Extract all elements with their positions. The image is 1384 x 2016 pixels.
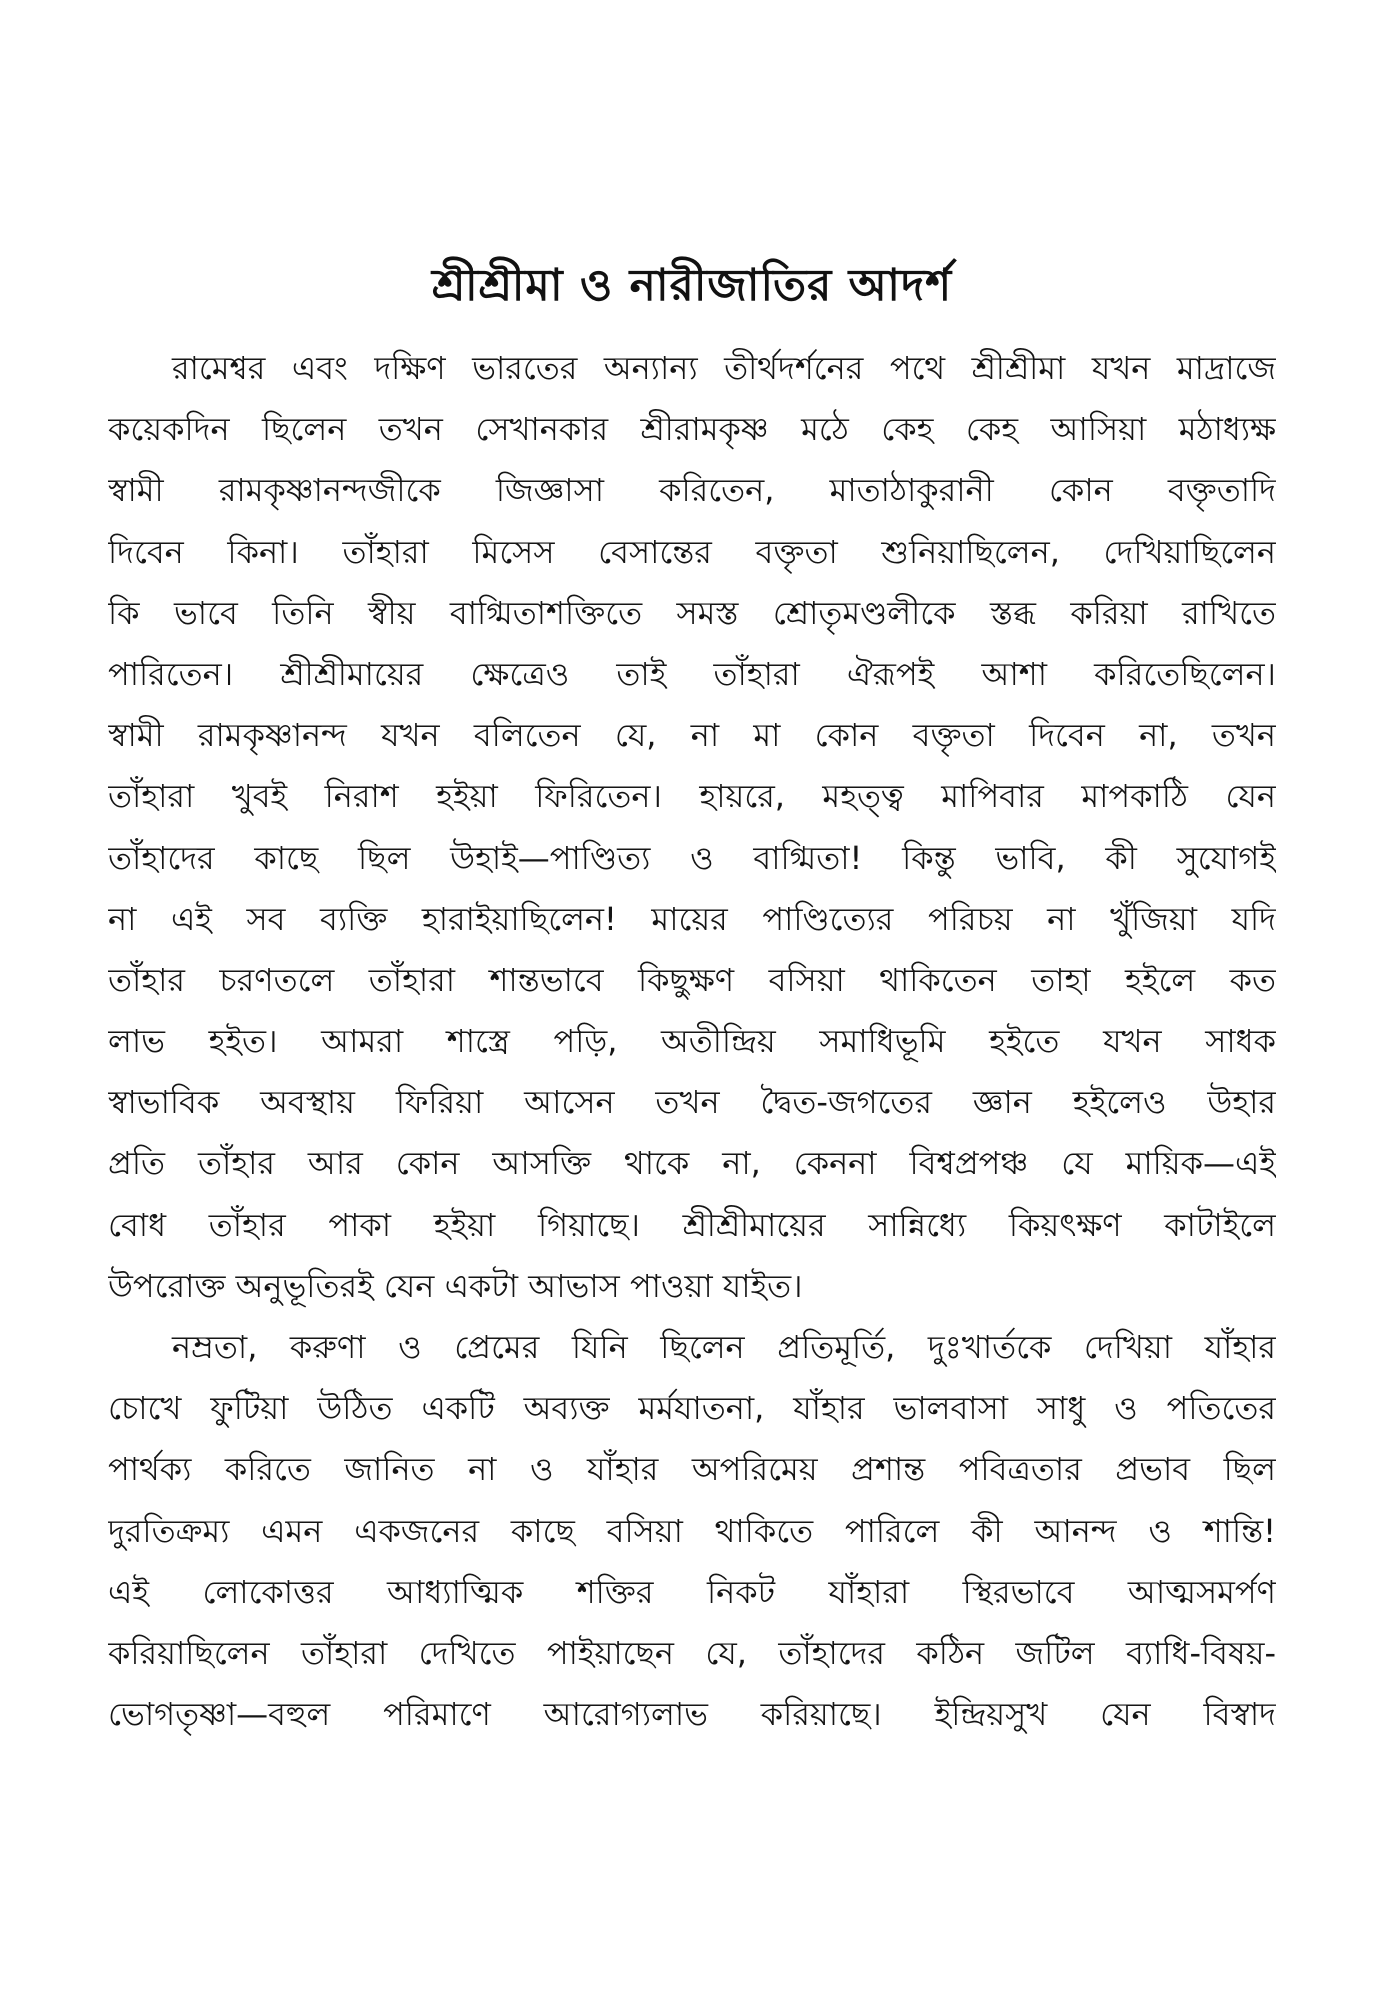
text-line: রামেশ্বর এবং দক্ষিণ ভারতের অন্যান্য তীর্থদর্শনের পথে শ্রীশ্রীমা যখন মাদ্রাজে	[172, 349, 1276, 387]
text-line: দুরতিক্রম্য এমন একজনের কাছে বসিয়া থাকিতে পারিলে কী আনন্দ ও শান্তি!	[108, 1511, 1276, 1550]
text-line: এই লোকোত্তর আধ্যাত্মিক শক্তির নিকট যাঁহারা স্থিরভাবে আত্মসমর্পণ	[108, 1572, 1276, 1611]
chapter-title: শ্রীশ্রীমা ও নারীজাতির আদর্শ	[431, 260, 953, 311]
text-line: তাঁহারা খুবই নিরাশ হইয়া ফিরিতেন। হায়রে, মহত্ত্ব মাপিবার মাপকাঠি যেন	[108, 777, 1276, 816]
text-line: উপরোক্ত অনুভূতিরই যেন একটা আভাস পাওয়া যাইত।	[108, 1266, 803, 1305]
text-line: না এই সব ব্যক্তি হারাইয়াছিলেন! মায়ের পাণ্ডিত্যের পরিচয় না খুঁজিয়া যদি	[108, 899, 1276, 938]
text-line: পারিতেন। শ্রীশ্রীমায়ের ক্ষেত্রেও তাই তাঁহারা ঐরূপই আশা করিতেছিলেন।	[108, 654, 1276, 693]
text-line: কি ভাবে তিনি স্বীয় বাগ্মিতাশক্তিতে সমস্ত শ্রোতৃমণ্ডলীকে স্তব্ধ করিয়া রাখিতে	[108, 593, 1276, 632]
text-line: পার্থক্য করিতে জানিত না ও যাঁহার অপরিমেয় প্রশান্ত পবিত্রতার প্রভাব ছিল	[108, 1450, 1276, 1489]
text-line: বোধ তাঁহার পাকা হইয়া গিয়াছে। শ্রীশ্রীমায়ের সান্নিধ্যে কিয়ৎক্ষণ কাটাইলে	[108, 1205, 1276, 1244]
text-line: স্বামী রামকৃষ্ণানন্দজীকে জিজ্ঞাসা করিতেন, মাতাঠাকুরানী কোন বক্তৃতাদি	[108, 471, 1276, 510]
text-line: স্বাভাবিক অবস্থায় ফিরিয়া আসেন তখন দ্বৈত-জগতের জ্ঞান হইলেও উহার	[108, 1083, 1276, 1122]
text-line: তাঁহাদের কাছে ছিল উহাই—পাণ্ডিত্য ও বাগ্মিতা! কিন্তু ভাবি, কী সুযোগই	[108, 838, 1276, 877]
text-line: ভোগতৃষ্ণা—বহুল পরিমাণে আরোগ্যলাভ করিয়াছে। ইন্দ্রিয়সুখ যেন বিস্বাদ	[108, 1695, 1276, 1734]
text-line: কয়েকদিন ছিলেন তখন সেখানকার শ্রীরামকৃষ্ণ মঠে কেহ কেহ আসিয়া মঠাধ্যক্ষ	[108, 410, 1276, 449]
body-text	[108, 338, 1276, 1745]
text-line: লাভ হইত। আমরা শাস্ত্রে পড়ি, অতীন্দ্রিয় সমাধিভূমি হইতে যখন সাধক	[108, 1022, 1276, 1061]
text-line: স্বামী রামকৃষ্ণানন্দ যখন বলিতেন যে, না মা কোন বক্তৃতা দিবেন না, তখন	[108, 716, 1276, 755]
text-line: চোখে ফুটিয়া উঠিত একটি অব্যক্ত মর্মযাতনা, যাঁহার ভালবাসা সাধু ও পতিতের	[108, 1389, 1276, 1428]
text-line: প্রতি তাঁহার আর কোন আসক্তি থাকে না, কেননা বিশ্বপ্রপঞ্চ যে মায়িক—এই	[108, 1144, 1276, 1183]
text-line: তাঁহার চরণতলে তাঁহারা শান্তভাবে কিছুক্ষণ বসিয়া থাকিতেন তাহা হইলে কত	[108, 960, 1276, 999]
text-line: দিবেন কিনা। তাঁহারা মিসেস বেসান্তের বক্তৃতা শুনিয়াছিলেন, দেখিয়াছিলেন	[108, 532, 1276, 571]
text-line: করিয়াছিলেন তাঁহারা দেখিতে পাইয়াছেন যে, তাঁহাদের কঠিন জটিল ব্যাধি-বিষয়-	[108, 1633, 1276, 1672]
text-line: নম্রতা, করুণা ও প্রেমের যিনি ছিলেন প্রতিমূর্তি, দুঃখার্তকে দেখিয়া যাঁহার	[172, 1328, 1276, 1366]
